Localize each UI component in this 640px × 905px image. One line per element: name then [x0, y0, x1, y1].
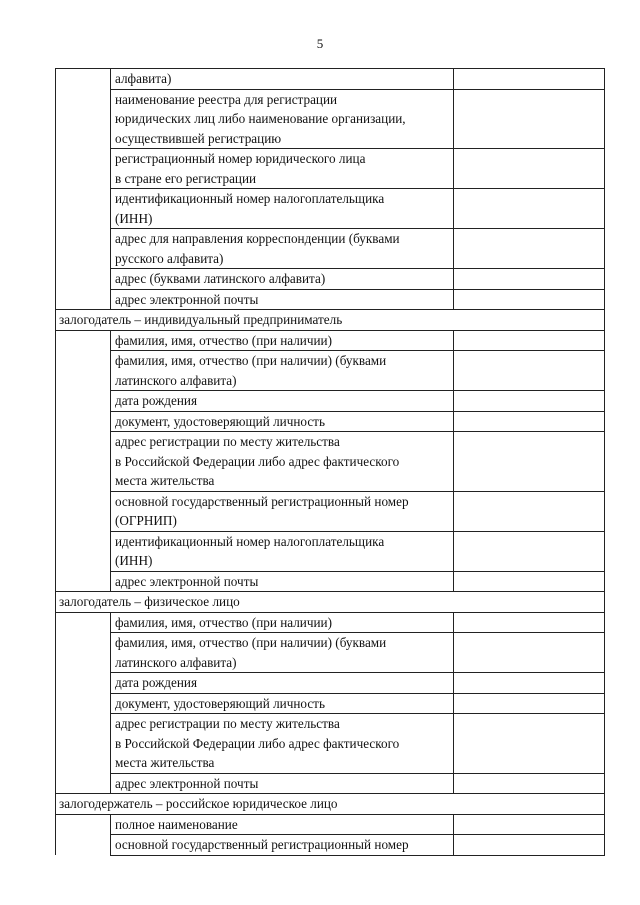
field-name-cell	[111, 189, 454, 229]
group-indent-cell	[56, 612, 111, 633]
field-label: полное наименование	[115, 816, 238, 832]
field-label: места жительства	[115, 755, 215, 770]
field-value-cell	[454, 69, 605, 90]
field-value-cell	[454, 149, 605, 189]
field-label: адрес регистрации по месту жительства	[115, 716, 340, 731]
field-name-cell	[111, 531, 454, 571]
field-value-cell	[454, 835, 605, 856]
field-value-cell	[454, 330, 605, 351]
group-indent-cell	[56, 391, 111, 412]
field-label: фамилия, имя, отчество (при наличии) (буквами	[115, 635, 387, 650]
field-label: адрес регистрации по месту жительства	[115, 434, 340, 449]
field-value-cell	[454, 571, 605, 592]
field-name-cell	[111, 391, 454, 412]
field-label: идентификационный номер налогоплательщика	[115, 533, 385, 549]
table-row	[56, 814, 605, 835]
field-value-cell	[454, 89, 605, 149]
field-name-cell	[111, 269, 454, 290]
field-name-cell	[111, 491, 454, 531]
field-label: адрес электронной почты	[115, 291, 259, 307]
group-indent-cell	[56, 69, 111, 90]
table-row	[56, 773, 605, 794]
field-name-cell	[111, 612, 454, 633]
field-name-cell	[111, 693, 454, 714]
field-name-cell	[111, 714, 454, 774]
group-indent-cell	[56, 693, 111, 714]
field-label: основной государственный регистрационный номер	[115, 493, 409, 509]
group-indent-cell	[56, 814, 111, 835]
section-row	[56, 310, 605, 331]
field-label: адрес электронной почты	[115, 573, 259, 589]
field-value-cell	[454, 673, 605, 694]
group-indent-cell	[56, 351, 111, 391]
field-label: адрес (буквами латинского алфавита)	[115, 271, 326, 286]
field-value-cell	[454, 633, 605, 673]
field-value-cell	[454, 229, 605, 269]
group-indent-cell	[56, 89, 111, 149]
field-label: дата рождения	[115, 393, 198, 408]
field-label: фамилия, имя, отчество (при наличии) (буквами	[115, 353, 387, 368]
field-label: адрес для направления корреспонденции (буквами	[115, 231, 400, 246]
table-row	[56, 612, 605, 633]
field-name-cell	[111, 229, 454, 269]
table-row	[56, 673, 605, 694]
field-name-cell	[111, 411, 454, 432]
section-cell	[56, 310, 605, 331]
field-value-cell	[454, 531, 605, 571]
field-name-cell	[111, 330, 454, 351]
field-value-cell	[454, 693, 605, 714]
field-label: наименование реестра для регистрации	[115, 91, 338, 107]
group-indent-cell	[56, 714, 111, 774]
field-label: осуществившей регистрацию	[115, 130, 282, 146]
table-row	[56, 289, 605, 310]
table-row	[56, 229, 605, 269]
field-name-cell	[111, 351, 454, 391]
table-row	[56, 89, 605, 149]
field-value-cell	[454, 491, 605, 531]
field-name-cell	[111, 633, 454, 673]
field-label: идентификационный номер налогоплательщика	[115, 191, 385, 206]
section-row	[56, 794, 605, 815]
section-row	[56, 592, 605, 613]
field-label: документ, удостоверяющий личность	[115, 695, 325, 711]
field-label: дата рождения	[115, 675, 198, 690]
table-row	[56, 330, 605, 351]
table-row	[56, 693, 605, 714]
group-indent-cell	[56, 835, 111, 856]
field-label: (ИНН)	[115, 553, 153, 568]
field-label: основной государственный регистрационный номер	[115, 837, 409, 852]
field-value-cell	[454, 269, 605, 290]
section-cell	[56, 794, 605, 815]
section-heading: залогодатель – физическое лицо	[59, 594, 240, 609]
table-row	[56, 432, 605, 492]
field-label: документ, удостоверяющий личность	[115, 413, 325, 429]
field-name-cell	[111, 432, 454, 492]
group-indent-cell	[56, 289, 111, 310]
field-name-cell	[111, 89, 454, 149]
group-indent-cell	[56, 673, 111, 694]
group-indent-cell	[56, 633, 111, 673]
field-value-cell	[454, 289, 605, 310]
field-name-cell	[111, 814, 454, 835]
section-cell	[56, 592, 605, 613]
table-row	[56, 714, 605, 774]
group-indent-cell	[56, 773, 111, 794]
table-row	[56, 491, 605, 531]
field-label: (ИНН)	[115, 210, 153, 226]
field-label: юридических лиц либо наименование организации,	[115, 111, 406, 126]
field-label: регистрационный номер юридического лица	[115, 151, 366, 166]
field-name-cell	[111, 773, 454, 794]
table-row	[56, 411, 605, 432]
group-indent-cell	[56, 330, 111, 351]
field-value-cell	[454, 411, 605, 432]
field-value-cell	[454, 432, 605, 492]
field-name-cell	[111, 673, 454, 694]
field-label: фамилия, имя, отчество (при наличии)	[115, 614, 333, 630]
table-row	[56, 391, 605, 412]
field-label: в стране его регистрации	[115, 170, 257, 186]
page-number: 5	[316, 36, 324, 51]
group-indent-cell	[56, 189, 111, 229]
field-value-cell	[454, 814, 605, 835]
table-row	[56, 531, 605, 571]
field-label: в Российской Федерации либо адрес фактического	[115, 735, 400, 751]
field-label: алфавита)	[115, 71, 172, 86]
group-indent-cell	[56, 229, 111, 269]
group-indent-cell	[56, 571, 111, 592]
field-label: (ОГРНИП)	[115, 513, 177, 528]
section-heading: залогодержатель – российское юридическое лицо	[59, 796, 338, 811]
table-row	[56, 351, 605, 391]
field-label: адрес электронной почты	[115, 775, 259, 791]
table-row	[56, 189, 605, 229]
group-indent-cell	[56, 149, 111, 189]
field-label: русского алфавита)	[115, 250, 224, 266]
table-row	[56, 269, 605, 290]
group-indent-cell	[56, 491, 111, 531]
field-value-cell	[454, 351, 605, 391]
field-label: в Российской Федерации либо адрес фактического	[115, 453, 400, 469]
group-indent-cell	[56, 531, 111, 571]
table-row	[56, 633, 605, 673]
field-label: латинского алфавита)	[115, 372, 237, 388]
table-row	[56, 571, 605, 592]
field-name-cell	[111, 571, 454, 592]
table-row	[56, 835, 605, 856]
field-name-cell	[111, 69, 454, 90]
table-row	[56, 149, 605, 189]
field-value-cell	[454, 189, 605, 229]
form-table	[55, 68, 605, 856]
group-indent-cell	[56, 411, 111, 432]
field-label: места жительства	[115, 473, 215, 488]
field-value-cell	[454, 391, 605, 412]
field-value-cell	[454, 612, 605, 633]
field-value-cell	[454, 773, 605, 794]
field-label: латинского алфавита)	[115, 654, 237, 670]
field-name-cell	[111, 149, 454, 189]
group-indent-cell	[56, 269, 111, 290]
field-name-cell	[111, 289, 454, 310]
section-heading: залогодатель – индивидуальный предприниматель	[59, 312, 343, 327]
field-name-cell	[111, 835, 454, 856]
table-row	[56, 69, 605, 90]
field-value-cell	[454, 714, 605, 774]
field-label: фамилия, имя, отчество (при наличии)	[115, 332, 333, 348]
group-indent-cell	[56, 432, 111, 492]
